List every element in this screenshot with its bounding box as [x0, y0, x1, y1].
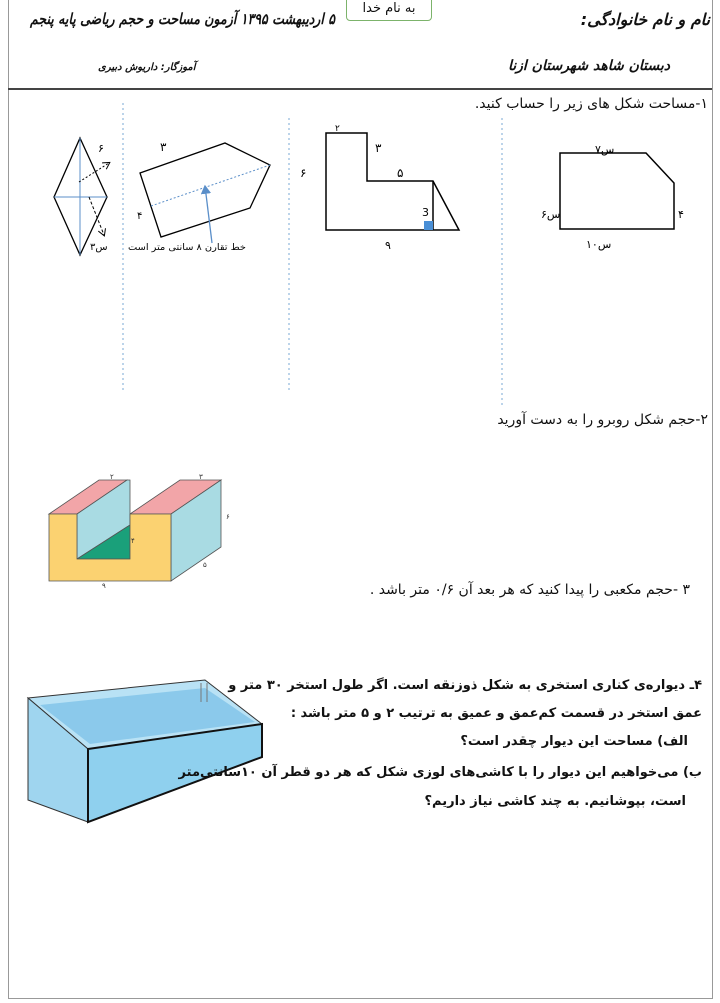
pool-illustration — [28, 680, 262, 822]
label: ۹ — [385, 239, 391, 252]
label: ۴ — [131, 537, 135, 545]
question-4-part-b: ب) می‌خواهیم این دیوار را با کاشی‌های لوزی شکل که هر دو قطر آن ۱۰سانتی‌متر — [178, 765, 702, 780]
question-2: ۲-حجم شکل روبرو را به دست آورید — [497, 412, 708, 428]
label: ۴ — [137, 211, 143, 222]
exam-title: ۵ اردیبهشت ۱۳۹۵ آزمون مساحت و حجم ریاضی پایه پنجم — [30, 10, 335, 28]
question-4-line-1: ۴ـ دیواره‌ی کناری استخری به شکل ذوزنقه است. اگر طول استخر ۳۰ متر و — [228, 678, 702, 693]
question-1: ۱-مساحت شکل های زیر را حساب کنید. — [474, 96, 708, 112]
label: ۶ — [300, 166, 307, 180]
question-4-line-5: است، بپوشانیم. به چند کاشی نیاز داریم؟ — [424, 794, 686, 809]
label: ۶ — [226, 513, 230, 521]
l-shape-figure — [300, 124, 459, 252]
student-name-label: نام و نام خانوادگی: — [580, 10, 710, 29]
label: ۵ — [397, 166, 404, 180]
label: ۳ — [160, 140, 167, 154]
label: ۴ — [678, 208, 684, 221]
teacher-name: آموزگار: داریوش دبیری — [98, 62, 196, 73]
label: ۶ — [98, 142, 104, 155]
pentagon-figure — [541, 143, 684, 251]
bismillah-box: به نام خدا — [346, 0, 432, 21]
rhombus-figure — [54, 138, 109, 255]
label: ۵ — [203, 561, 207, 569]
label: ۳ — [375, 141, 382, 155]
label: ۱۰س — [586, 238, 612, 251]
symmetric-figure — [128, 140, 270, 253]
u-prism-figure — [49, 473, 230, 590]
school-name: دبستان شاهد شهرستان ازنا — [508, 58, 670, 74]
label: ۳ — [199, 473, 203, 481]
label: ۶س — [541, 208, 561, 221]
question-4-line-2: عمق استخر در قسمت کم‌عمق و عمیق به ترتیب ۲ و ۵ متر باشد : — [290, 706, 702, 721]
label: ۷س — [595, 143, 615, 156]
question-4-part-a: الف) مساحت این دیوار چقدر است؟ — [460, 734, 688, 749]
label: ۹ — [102, 582, 106, 590]
label: ۳س — [90, 242, 108, 253]
label: 3 — [422, 206, 429, 219]
label: ۲ — [335, 124, 340, 134]
symmetry-caption: خط تقارن ۸ سانتی متر است — [128, 243, 243, 253]
label: ۲ — [110, 473, 114, 481]
question-3: ۳ -حجم مکعبی را پیدا کنید که هر بعد آن ۰/۶ متر باشد . — [369, 582, 690, 598]
